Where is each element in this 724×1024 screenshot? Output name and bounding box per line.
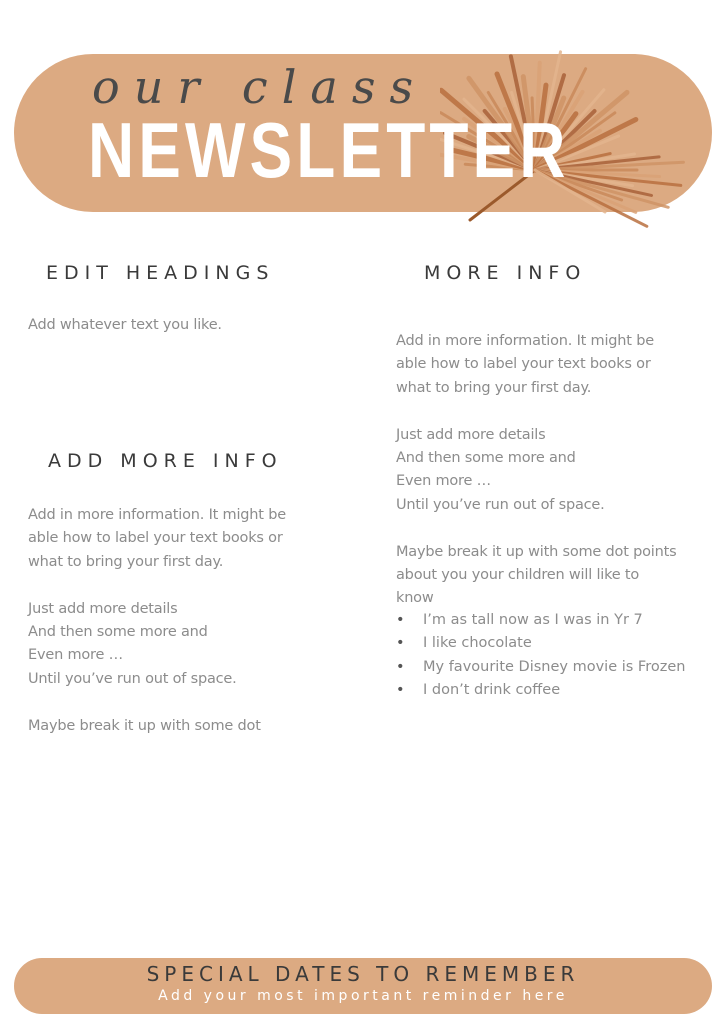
- script-title: our class: [92, 60, 428, 114]
- bullet-list: [396, 609, 685, 703]
- body-text-1: Add whatever text you like.: [28, 317, 222, 333]
- footer-banner: [14, 958, 712, 1014]
- list-item: • I don’t drink coffee: [396, 679, 685, 702]
- footer-title: SPECIAL DATES TO REMEMBER: [146, 962, 580, 986]
- newsletter-title: NEWSLETTER: [88, 106, 570, 194]
- body-text-3: Add in more information. It might be able how to label your text books or what to bring your first day. Just add more details And then some more and Even more … Until you’ve run out of space. Maybe break it up with some dot points about you your children will like to know: [396, 333, 677, 607]
- heading-edit-headings: EDIT HEADINGS: [46, 262, 275, 284]
- list-item: • My favourite Disney movie is Frozen: [396, 656, 685, 679]
- list-item: • I’m as tall now as I was in Yr 7: [396, 609, 685, 632]
- list-item: • I like chocolate: [396, 632, 685, 655]
- body-text-2: Add in more information. It might be able how to label your text books or what to bring your first day. Just add more details And then some more and Even more … Until you’ve run out of space. Maybe break it up with some dot: [28, 507, 286, 734]
- footer-subtitle: Add your most important reminder here: [158, 988, 568, 1004]
- heading-more-info: MORE INFO: [424, 262, 587, 284]
- heading-add-more-info: ADD MORE INFO: [48, 450, 283, 472]
